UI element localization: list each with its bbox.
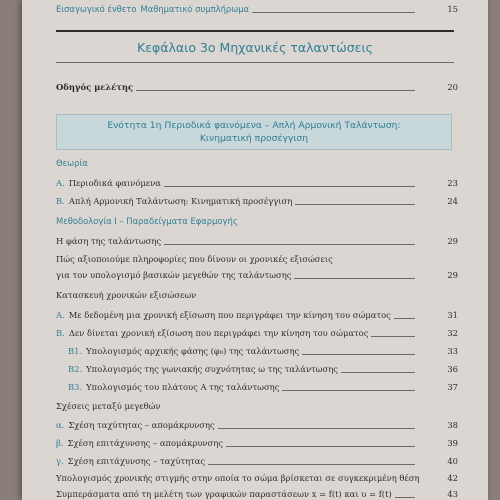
leader-line	[395, 497, 415, 498]
toc-page-number: 36	[447, 364, 458, 374]
section-heading-construction: Κατασκευή χρονικών εξισώσεων	[56, 290, 197, 300]
leader-line	[394, 318, 415, 319]
toc-page-number: 43	[447, 489, 458, 499]
unit-title-box	[56, 114, 452, 150]
toc-page-number: 20	[447, 82, 458, 92]
toc-entry	[56, 270, 458, 280]
toc-entry	[56, 438, 458, 448]
toc-page-number: 15	[447, 4, 458, 14]
toc-page-number: 31	[447, 310, 458, 320]
section-heading-theory: Θεωρία	[56, 158, 88, 168]
toc-entry-letter: Β2.	[68, 364, 83, 374]
leader-line	[294, 278, 415, 279]
toc-entry-letter: Β3.	[68, 382, 83, 392]
toc-entry	[56, 456, 458, 466]
toc-page-number: 29	[447, 236, 458, 246]
toc-subentry	[68, 382, 458, 392]
toc-entry-letter: Α.	[56, 178, 65, 188]
toc-page-number: 39	[447, 438, 458, 448]
toc-entry-title: Σχέση επιτάχυνσης – απομάκρυνσης	[67, 438, 223, 448]
leader-line	[218, 428, 415, 429]
leader-line	[341, 372, 415, 373]
toc-entry	[56, 489, 458, 499]
toc-entry	[56, 196, 458, 206]
unit-title-line: Κινηματική προσέγγιση	[199, 133, 309, 144]
toc-entry-title: Υπολογισμός αρχικής φάσης (φ₀) της ταλάντωσης	[86, 346, 300, 356]
toc-entry-letter: Β.	[56, 328, 65, 338]
toc-page-number: 37	[447, 382, 458, 392]
toc-entry-study-guide	[56, 82, 458, 92]
toc-entry	[56, 328, 458, 338]
toc-entry-title: Συμπεράσματα από τη μελέτη των γραφικών παραστάσεων x = f(t) και υ = f(t)	[56, 489, 392, 499]
leader-line	[164, 244, 415, 245]
toc-entry-intro-insert	[56, 4, 458, 14]
toc-page-number: 38	[447, 420, 458, 430]
toc-entry-letter: β.	[56, 438, 64, 448]
leader-line	[252, 12, 415, 13]
toc-entry	[56, 310, 458, 320]
toc-page-number: 23	[447, 178, 458, 188]
toc-page-number: 29	[447, 270, 458, 280]
toc-entry-title: Με δεδομένη μια χρονική εξίσωση που περιγράφει την κίνηση του σώματος	[68, 310, 391, 320]
toc-entry-title: Σχέση ταχύτητας – απομάκρυνσης	[68, 420, 215, 430]
toc-entry-prefix: Εισαγωγικό ένθετο	[56, 4, 137, 14]
section-heading-relations: Σχέσεις μεταξύ μεγεθών	[56, 401, 161, 411]
toc-page-number: 42	[447, 473, 458, 483]
toc-page-number: 33	[447, 346, 458, 356]
leader-line	[208, 464, 415, 465]
toc-entry-title: Υπολογισμός του πλάτους Α της ταλάντωσης	[86, 382, 280, 392]
leader-line	[164, 186, 415, 187]
leader-line	[282, 390, 415, 391]
toc-entry-letter: α.	[56, 420, 65, 430]
chapter-title: Κεφάλαιο 3ο Μηχανικές ταλαντώσεις	[137, 40, 373, 55]
toc-entry-title: για τον υπολογισμό βασικών μεγεθών της ταλάντωσης	[56, 270, 292, 280]
toc-page-number: 32	[447, 328, 458, 338]
toc-entry-line: Πώς αξιοποιούμε πληροφορίες που δίνουν οι χρονικές εξισώσεις	[56, 254, 333, 264]
toc-entry-title: Απλή Αρμονική Ταλάντωση: Κινηματική προσέγγιση	[68, 196, 293, 206]
toc-entry	[56, 473, 458, 483]
toc-entry-letter: Β1.	[68, 346, 83, 356]
section-heading-methodology: Μεθοδολογία Ι – Παραδείγματα Εφαρμογής	[56, 216, 238, 226]
leader-line	[371, 336, 415, 337]
leader-line	[226, 446, 415, 447]
unit-title-line: Ενότητα 1η Περιοδικά φαινόμενα – Απλή Αρμονική Ταλάντωση:	[107, 120, 401, 131]
toc-entry-title: Υπολογισμός χρονικής στιγμής στην οποία το σώμα βρίσκεται σε συγκεκριμένη θέση	[56, 473, 420, 483]
toc-entry-letter: γ.	[56, 456, 64, 466]
toc-entry-title: Η φάση της ταλάντωσης	[56, 236, 162, 246]
divider	[56, 62, 454, 63]
leader-line	[136, 90, 415, 91]
toc-entry-title: Υπολογισμός της γωνιακής συχνότητας ω της ταλάντωσης	[86, 364, 338, 374]
toc-page-number: 24	[447, 196, 458, 206]
toc-entry-title: Περιοδικά φαινόμενα	[68, 178, 161, 188]
toc-entry-letter: Α.	[56, 310, 65, 320]
toc-subentry	[68, 364, 458, 374]
toc-subentry	[68, 346, 458, 356]
toc-entry-letter: Β.	[56, 196, 65, 206]
toc-entry-title: Οδηγός μελέτης	[56, 82, 134, 92]
toc-entry	[56, 178, 458, 188]
toc-entry-title: Δεν δίνεται χρονική εξίσωση που περιγράφει την κίνηση του σώματος	[68, 328, 369, 338]
leader-line	[295, 204, 415, 205]
divider	[56, 30, 454, 32]
leader-line	[302, 354, 415, 355]
book-page	[22, 0, 488, 500]
toc-entry	[56, 420, 458, 430]
toc-entry-title: Μαθηματικό συμπλήρωμα	[140, 4, 250, 14]
toc-page-number: 40	[447, 456, 458, 466]
toc-entry	[56, 236, 458, 246]
toc-entry-title: Σχέση επιτάχυνσης – ταχύτητας	[67, 456, 206, 466]
